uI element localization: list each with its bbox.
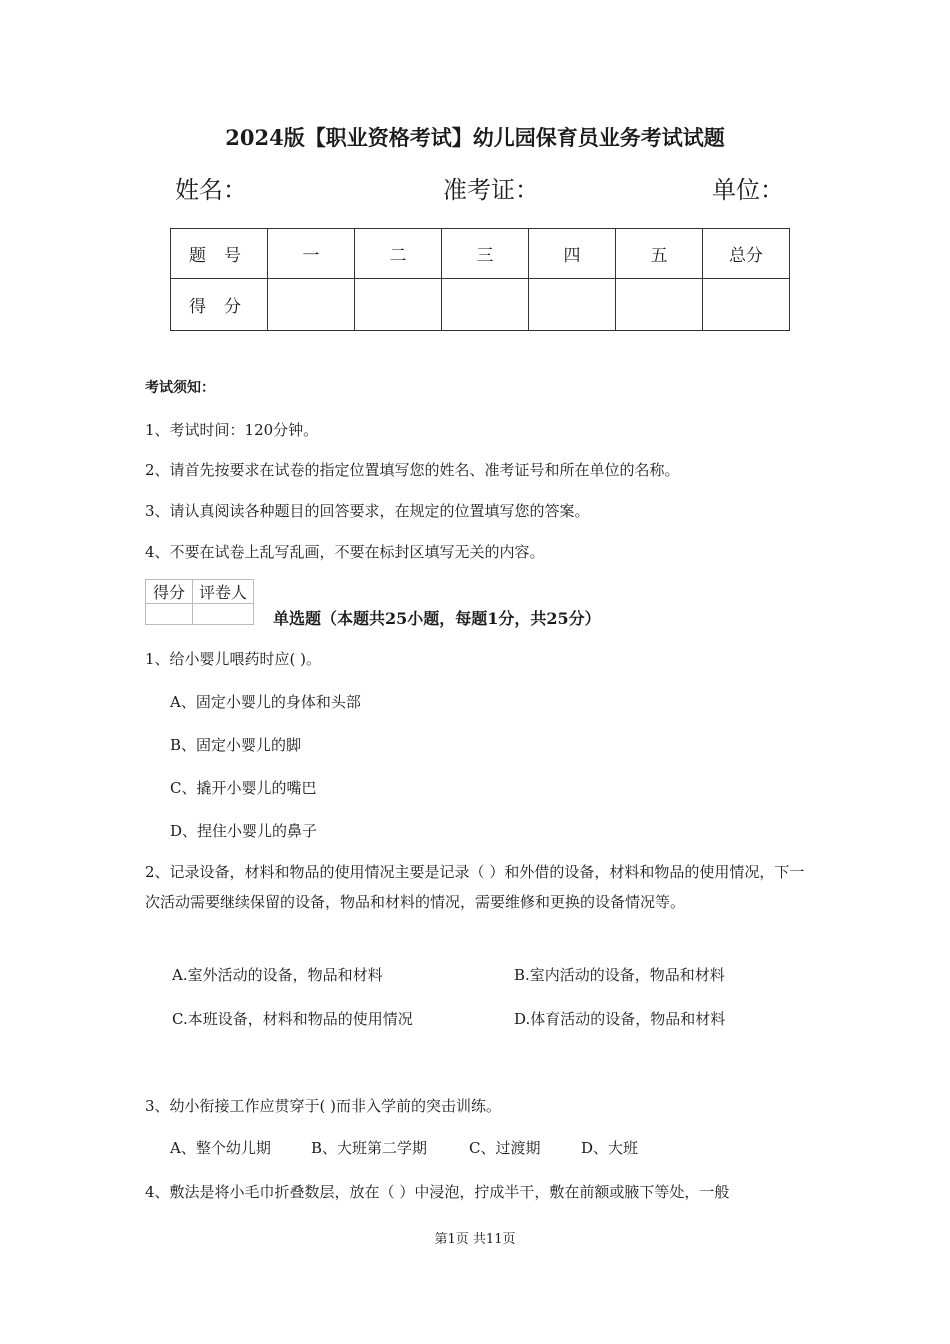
question-3-option-c: C、过渡期 [469, 1139, 541, 1157]
score-entry-cell[interactable] [703, 279, 790, 331]
score-table-cell: 总分 [703, 229, 790, 279]
score-entry-cell[interactable] [442, 279, 529, 331]
grader-box-score-label: 得分 [146, 580, 193, 604]
score-entry-cell[interactable] [268, 279, 355, 331]
question-2-option-c: C.本班设备，材料和物品的使用情况 [172, 1010, 413, 1028]
score-table-cell: 三 [442, 229, 529, 279]
score-table-cell: 一 [268, 229, 355, 279]
question-2-option-b: B.室内活动的设备，物品和材料 [514, 966, 725, 984]
exam-id-label: 准考证： [443, 176, 539, 204]
question-2-option-d: D.体育活动的设备，物品和材料 [514, 1010, 726, 1028]
score-entry-cell[interactable] [355, 279, 442, 331]
question-4-stem: 4、敷法是将小毛巾折叠数层，放在（ ）中浸泡，拧成半干，敷在前额或腋下等处，一般 [145, 1183, 730, 1201]
grader-box-grader-cell[interactable] [193, 604, 254, 625]
score-table-cell: 五 [616, 229, 703, 279]
score-table-cell: 二 [355, 229, 442, 279]
score-table-header-row [171, 229, 790, 279]
question-1-option-d: D、捏住小婴儿的鼻子 [170, 822, 318, 840]
score-table-score-row [171, 279, 790, 331]
question-1-stem: 1、给小婴儿喂药时应( )。 [145, 650, 322, 668]
name-label: 姓名： [175, 176, 247, 204]
question-1-option-b: B、固定小婴儿的脚 [170, 736, 302, 754]
notice-item: 2、请首先按要求在试卷的指定位置填写您的姓名、准考证号和所在单位的名称。 [145, 461, 680, 479]
score-table-cell: 得分 [171, 279, 268, 331]
score-entry-cell[interactable] [616, 279, 703, 331]
question-3-stem: 3、幼小衔接工作应贯穿于( )而非入学前的突击训练。 [145, 1097, 502, 1115]
page-title: 2024版【职业资格考试】幼儿园保育员业务考试试题 [225, 125, 725, 150]
question-2-stem: 2、记录设备，材料和物品的使用情况主要是记录（ ）和外借的设备，材料和物品的使用情况，下一次活动需要继续保留的设备，物品和材料的情况，需要维修和更换的设备情况等。 [145, 863, 805, 911]
score-entry-cell[interactable] [529, 279, 616, 331]
question-2-option-a: A.室外活动的设备，物品和材料 [172, 966, 383, 984]
score-table-cell: 题号 [171, 229, 268, 279]
question-3-option-d: D、大班 [581, 1139, 639, 1157]
unit-label: 单位： [712, 176, 784, 204]
question-1-option-a: A、固定小婴儿的身体和头部 [170, 693, 361, 711]
section-title: 单选题（本题共25小题，每题1分，共25分） [273, 609, 601, 628]
question-3-option-a: A、整个幼儿期 [170, 1139, 271, 1157]
page-footer: 第1页 共11页 [434, 1232, 516, 1247]
grader-box [145, 579, 254, 625]
question-3-option-b: B、大班第二学期 [311, 1139, 428, 1157]
grader-box-grader-label: 评卷人 [193, 580, 254, 604]
notice-item: 3、请认真阅读各种题目的回答要求，在规定的位置填写您的答案。 [145, 502, 590, 520]
score-table-cell: 四 [529, 229, 616, 279]
grader-box-score-cell[interactable] [146, 604, 193, 625]
question-1-option-c: C、撬开小婴儿的嘴巴 [170, 779, 317, 797]
score-table [170, 228, 790, 331]
notice-heading: 考试须知： [145, 380, 215, 396]
notice-item: 1、考试时间：120分钟。 [145, 421, 319, 439]
notice-item: 4、不要在试卷上乱写乱画，不要在标封区填写无关的内容。 [145, 543, 545, 561]
